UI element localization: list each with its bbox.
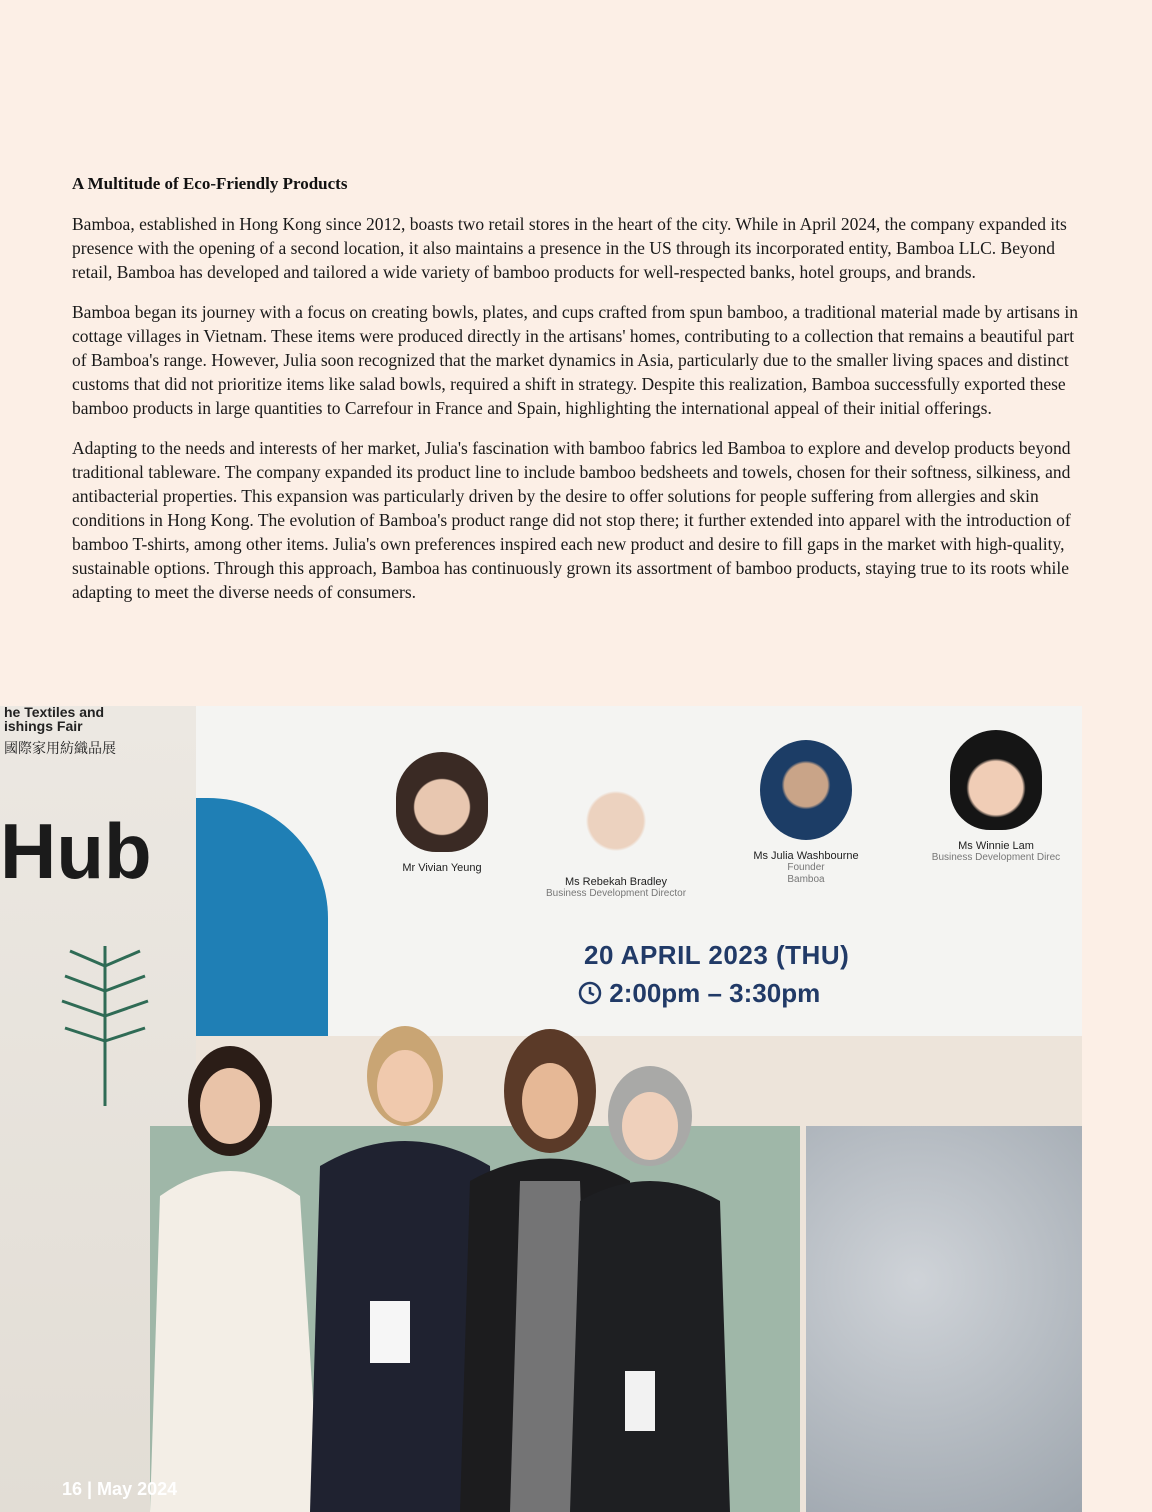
speaker-card — [736, 740, 876, 886]
speaker-card — [526, 766, 706, 900]
page-footer: 16 | May 2024 — [62, 1479, 178, 1499]
speaker-name: Ms Julia Washbourne — [753, 850, 859, 862]
screen-blue-arc — [196, 798, 328, 1038]
article-body — [72, 172, 1080, 620]
person-1 — [150, 1046, 320, 1512]
group-of-speakers — [120, 1006, 780, 1512]
booth-text: ishings Fair — [4, 718, 83, 734]
speaker-card — [906, 730, 1082, 864]
booth-hub-text: Hub — [0, 807, 152, 895]
event-time — [578, 978, 820, 1009]
speaker-name: Ms Rebekah Bradley — [564, 876, 668, 888]
presentation-screen — [196, 706, 1082, 1036]
paragraph: Bamboa began its journey with a focus on creating bowls, plates, and cups crafted from spun bamboo, a traditional material made by artisans in cottage villages in Vietnam. These items were produced directly in the artisans' homes, contributing to a collection that remains a beautiful part of Bamboa's range. However, Julia soon recognized that the market dynamics in Asia, particularly due to the smaller living spaces and distinct customs that did not prioritize items like salad bowls, required a shift in strategy. Despite this realization, Bamboa successfully exported these bamboo products in large quantities to Carrefour in France and Spain, highlighting the international appeal of their initial offerings. — [72, 302, 1078, 418]
event-date: 20 APRIL 2023 (THU) — [584, 940, 850, 970]
speaker-role: Business Development Direc — [931, 852, 1061, 863]
booth-text: 國際家用紡織品展 — [4, 740, 116, 756]
speaker-name: Ms Winnie Lam — [958, 840, 1034, 852]
speaker-role: Founder — [787, 862, 825, 873]
paragraph: Adapting to the needs and interests of her market, Julia's fascination with bamboo fabrics led Bamboa to explore and develop products beyond traditional tableware. The company expanded its product line to include bamboo bedsheets and towels, chosen for their softness, silkiness, and antibacterial properties. This expansion was particularly driven by the desire to offer solutions for people suffering from allergies and skin conditions in Hong Kong. The evolution of Bamboa's product range did not stop there; it further extended into apparel with the introduction of bamboo T-shirts, among other items. Julia's own preferences inspired each new product and desire to fill gaps in the market with high-quality, sustainable options. Through this approach, Bamboa has continuously grown its assortment of bamboo products, staying true to its roots while adapting to meet the diverse needs of consumers. — [72, 438, 1071, 602]
speaker-photo — [950, 730, 1042, 830]
event-photo — [0, 706, 1082, 1512]
booth-text: he Textiles and — [4, 706, 105, 720]
section-heading: A Multitude of Eco-Friendly Products — [72, 174, 348, 193]
speaker-photo — [396, 752, 488, 852]
person-4 — [570, 1066, 730, 1512]
speaker-role: Bamboa — [787, 874, 825, 885]
speaker-photo — [570, 766, 662, 866]
speaker-card — [372, 752, 512, 874]
clock-icon — [578, 981, 602, 1005]
speaker-photo — [760, 740, 852, 840]
speaker-name: Mr Vivian Yeung — [402, 862, 482, 874]
towel-display — [806, 1126, 1082, 1512]
paragraph: Bamboa, established in Hong Kong since 2012, boasts two retail stores in the heart of the city. While in April 2024, the company expanded its presence with the opening of a second location, it also maintains a presence in the US through its incorporated entity, Bamboa LLC. Beyond retail, Bamboa has developed and tailored a wide variety of bamboo products for well-respected banks, hotel groups, and brands. — [72, 214, 1067, 282]
event-time-text: 2:00pm – 3:30pm — [609, 978, 821, 1008]
speaker-role: Business Development Director — [545, 888, 687, 899]
